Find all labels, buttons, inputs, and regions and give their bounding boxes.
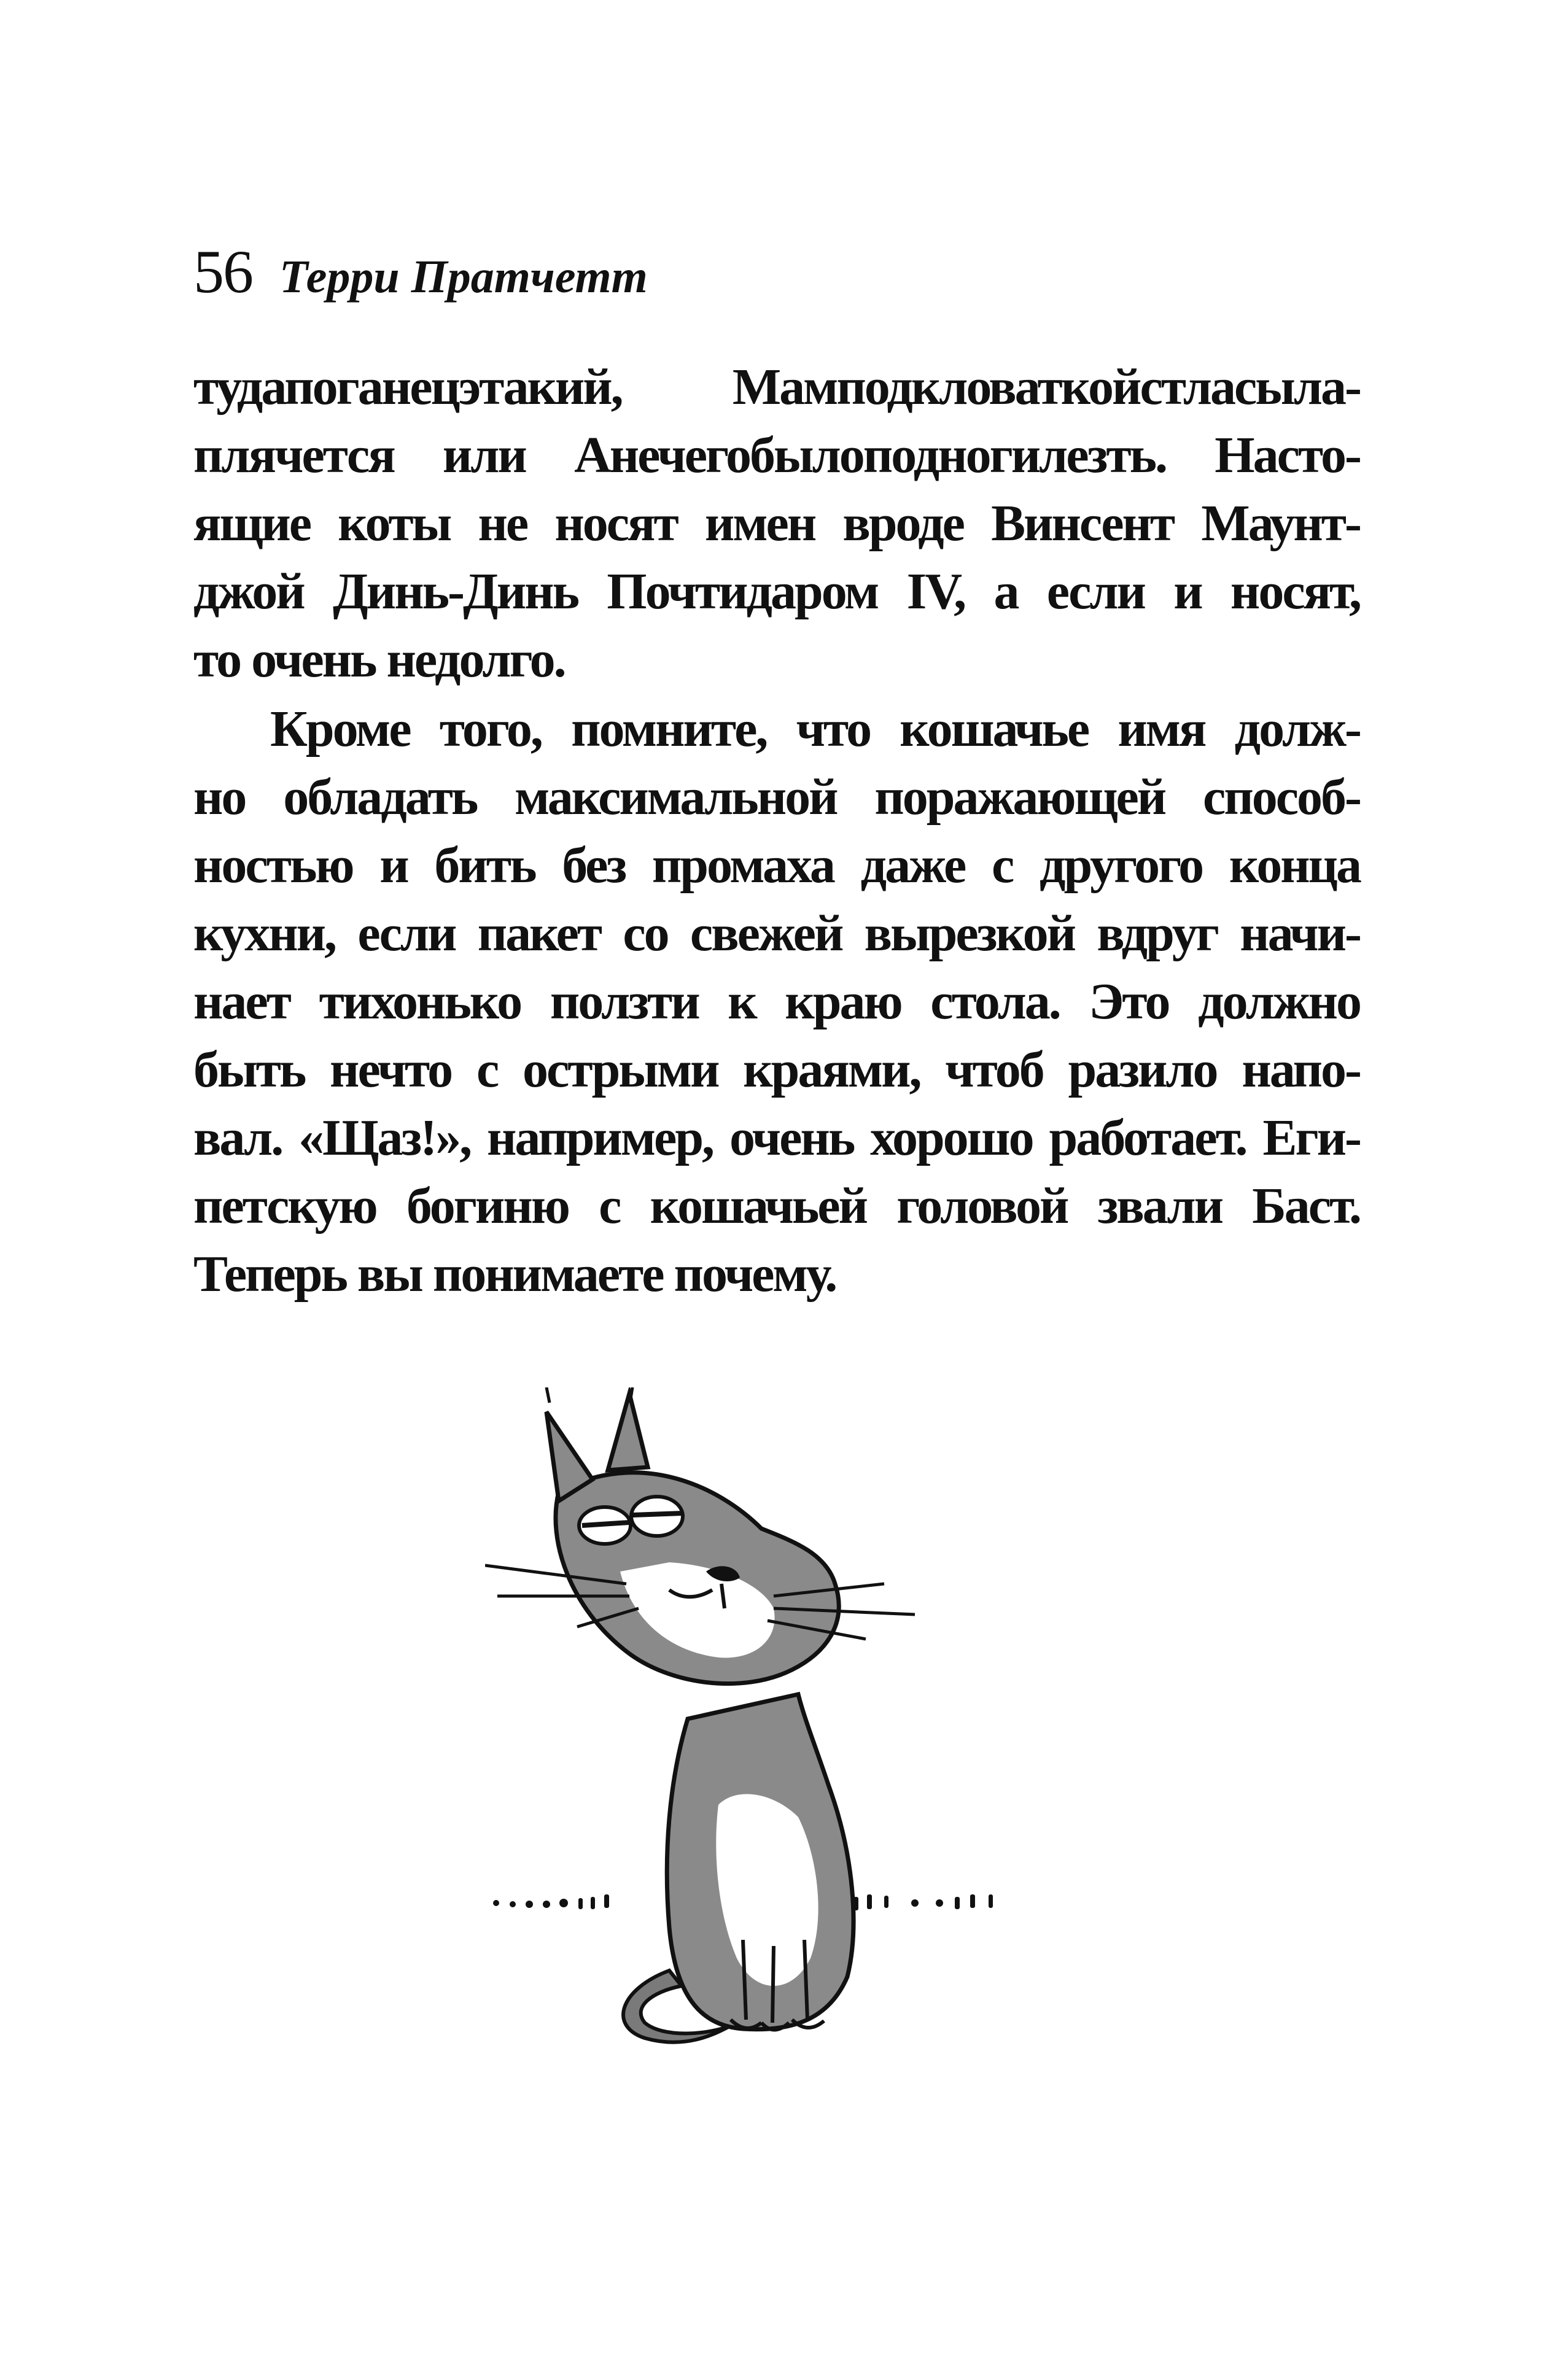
body-text: [193, 353, 1360, 1308]
right-ear: [608, 1394, 648, 1470]
text-line: кухни, если пакет со свежей вырезкой вдруг начи-: [193, 905, 1360, 962]
text-line: плячется или Анечегобылоподногилезть. Насто-: [193, 427, 1360, 484]
running-head-author: Терри Пратчетт: [279, 251, 648, 303]
text-line: ящие коты не носят имен вроде Винсент Маунт-: [193, 495, 1360, 552]
text-line: Кроме того, помните, что кошачье имя долж-: [270, 700, 1360, 758]
text-line: джой Динь-Динь Почтидаром IV, а если и носят,: [193, 563, 1360, 620]
page-header: [193, 236, 648, 310]
text-line: петскую богиню с кошачьей головой звали Баст.: [193, 1177, 1360, 1235]
text-line: нает тихонько ползти к краю стола. Это должно: [193, 973, 1360, 1030]
text-line: тудапоганецэтакий, Мамподкловаткойстласыла-: [193, 359, 1360, 416]
text-line: то очень недолго.: [193, 631, 565, 688]
text-line: быть нечто с острыми краями, чтоб разило напо-: [193, 1041, 1360, 1098]
page-number: 56: [193, 238, 252, 306]
sitting-cat-illustration: [485, 1387, 1087, 2093]
paragraph-1: [193, 353, 1360, 694]
paragraph-2: [193, 695, 1360, 1308]
text-line: Теперь вы понимаете почему.: [193, 1246, 836, 1303]
text-line: ностью и бить без промаха даже с другого конца: [193, 837, 1360, 894]
text-line: вал. «Щаз!», например, очень хорошо работает. Еги-: [193, 1109, 1360, 1166]
text-line: но обладать максимальной поражающей способ-: [193, 769, 1360, 826]
